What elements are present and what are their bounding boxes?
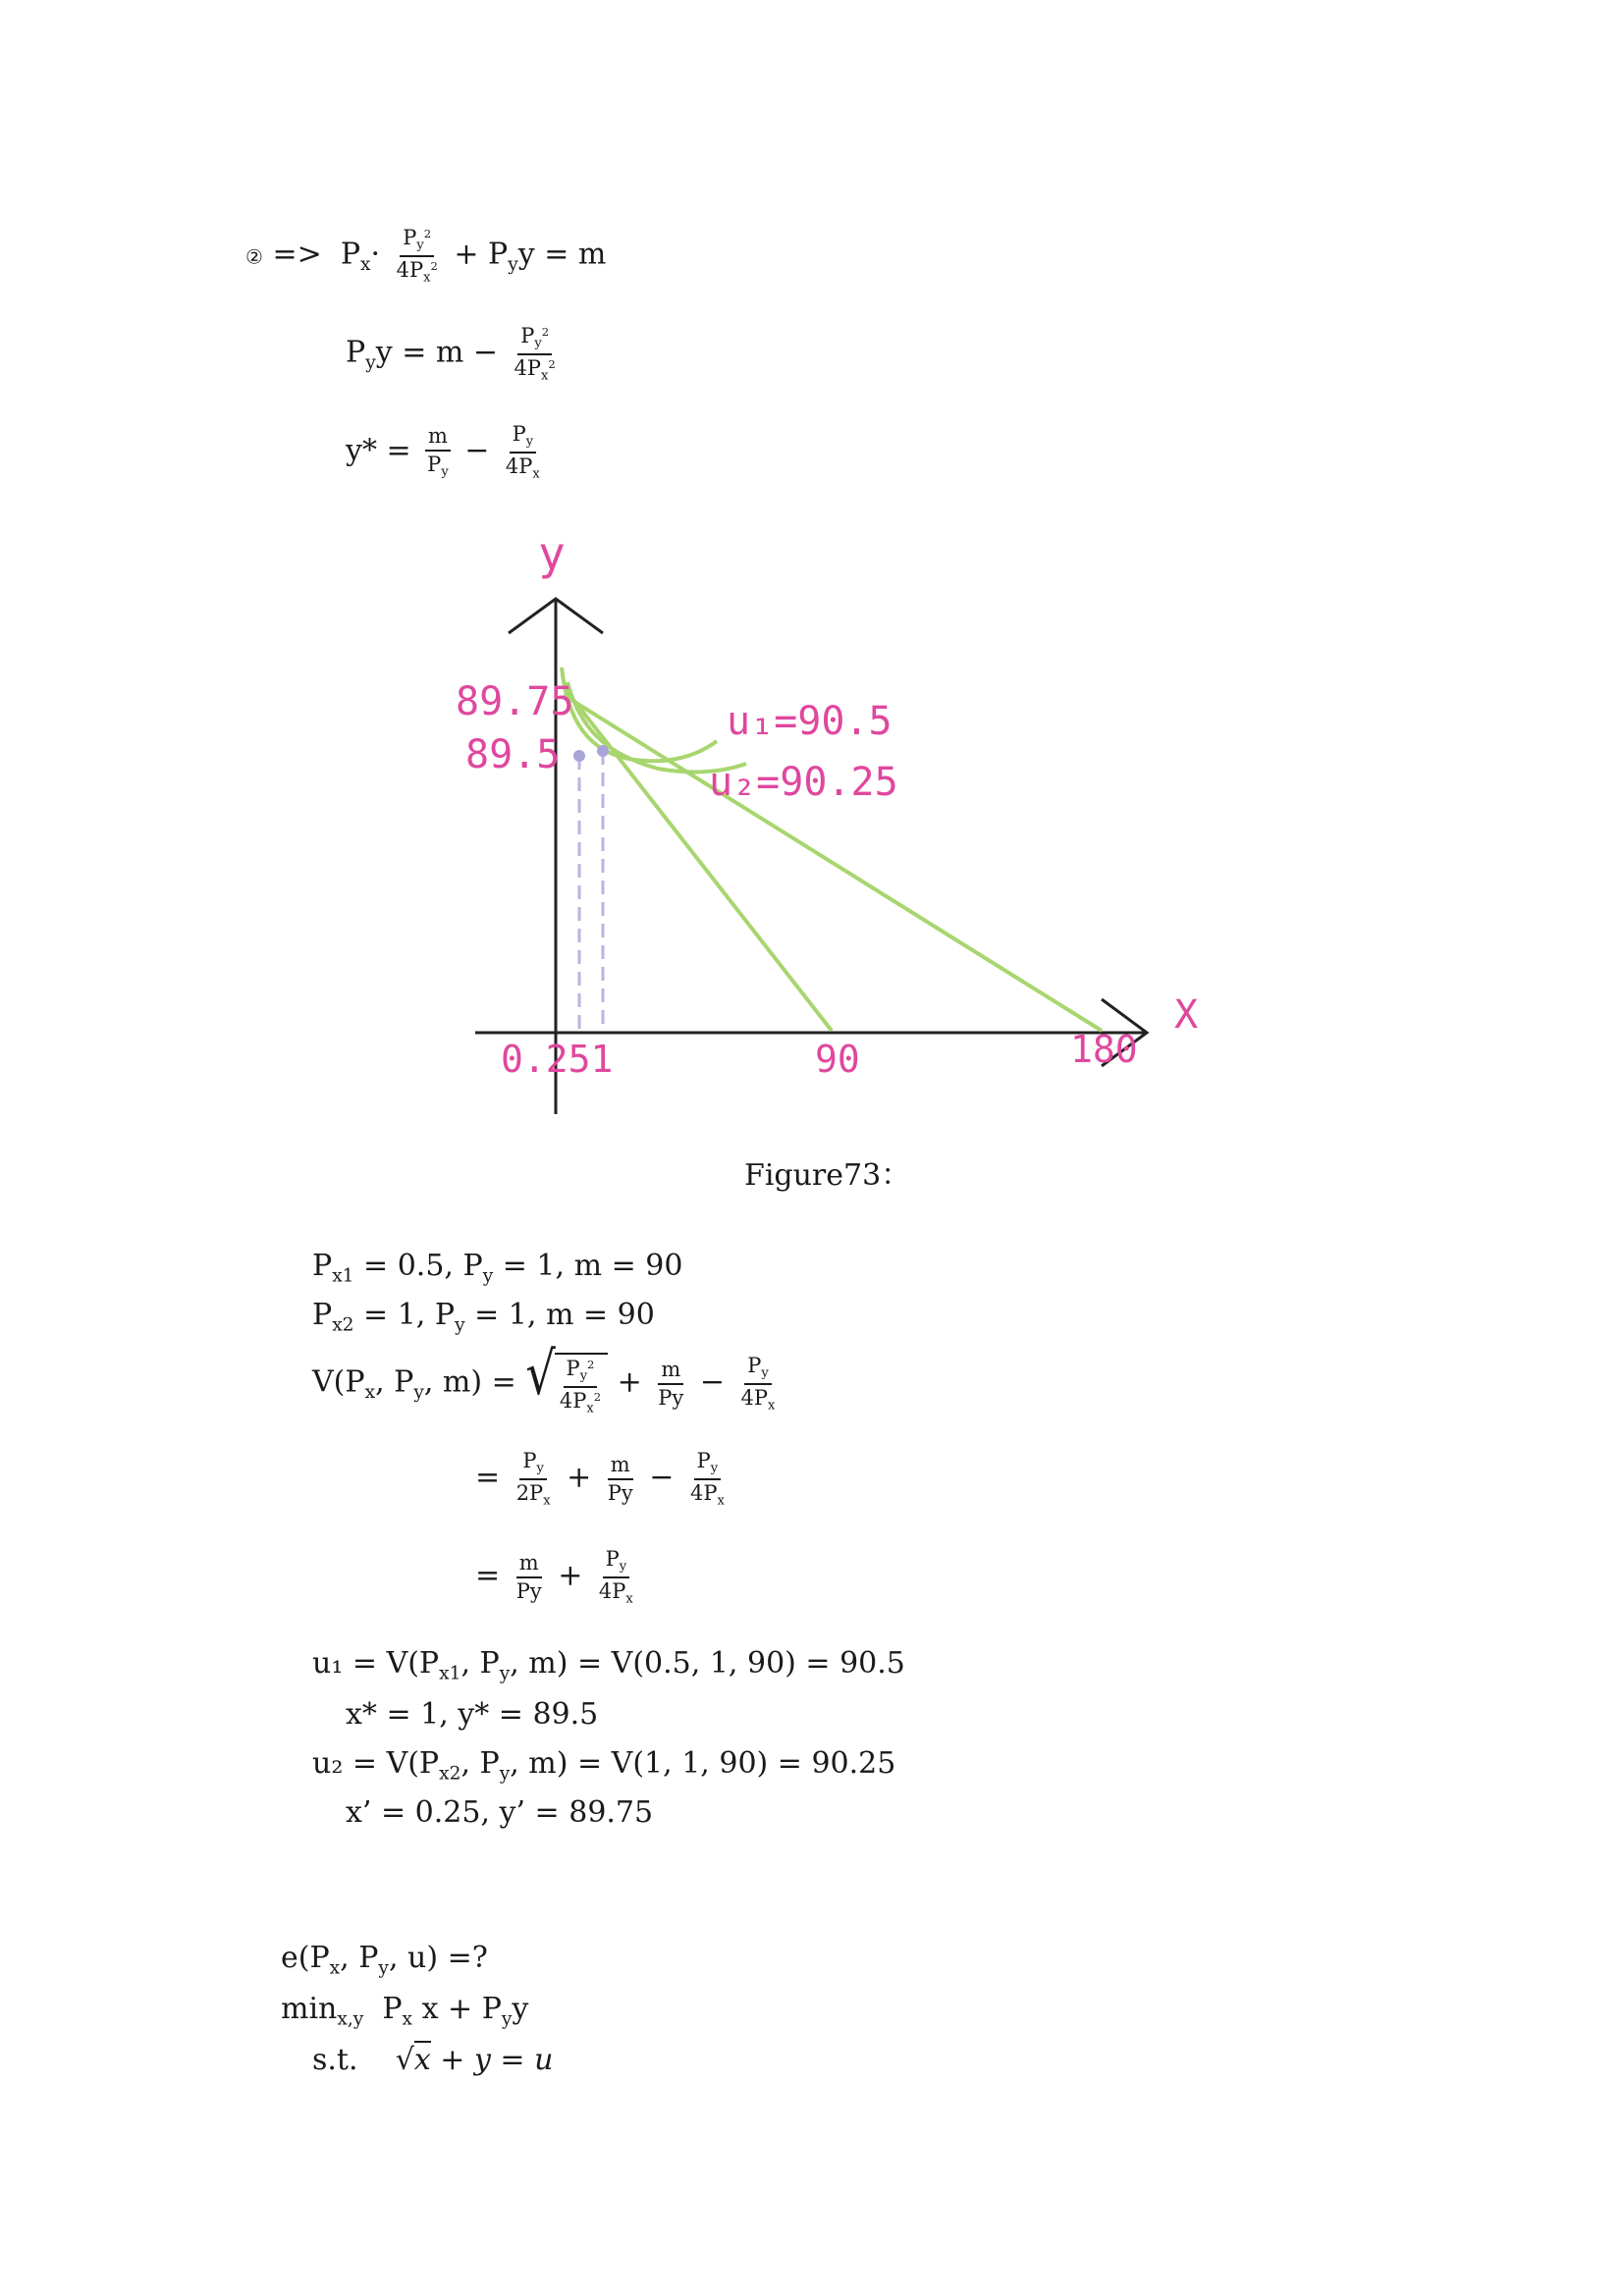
u2-solution: x’ = 0.25, y’ = 89.75 (346, 1795, 654, 1830)
equation-py-y: $P_yy = m$ − $\frac{P_y^2}{4P_x^2}$ (346, 324, 556, 384)
label-u2: u₂=90.25 (709, 760, 898, 805)
sqrt-term: √ $\frac{P_y^2}{4P_x^2}$ (525, 1353, 608, 1415)
u2-evaluation: $u_2 = V(P_{x2}$, $P_y$, m) = V(1, 1, 90) = 90.25 (312, 1746, 896, 1785)
label-y-89-5: 89.5 (465, 732, 561, 777)
equation-y-star: y* = $\frac{m}{P_y}$ − $\frac{P_y}{4P_x}$ (346, 422, 540, 482)
step-marker: ② (245, 244, 263, 269)
minimization-constraint: s.t. √x + y = u (312, 2043, 554, 2077)
label-u1: u₁=90.5 (727, 699, 893, 744)
figure-caption: Figure73： (744, 1158, 911, 1193)
u1-solution: x* = 1, y* = 89.5 (346, 1697, 599, 1732)
params-line-1: $P_{x1} = 0.5$, $P_y = 1$, m = 90 (312, 1249, 683, 1287)
indirect-utility-step-2: = $\frac{P_y}{2P_x}$ + $\frac{m}{Py}$ − $\frac{P_y}{4P_x}$ (475, 1449, 725, 1509)
implies-arrow: => (272, 237, 322, 272)
x-axis-label: X (1174, 992, 1199, 1038)
indirect-utility-step-3: = $\frac{m}{Py}$ + $\frac{P_y}{4P_x}$ (475, 1547, 633, 1607)
budget-line-px2 (564, 695, 1102, 1031)
label-x-90: 90 (815, 1038, 860, 1081)
u1-evaluation: $u_1 = V(P_{x1}$, $P_y$, m) = V(0.5, 1, 90) = 90.5 (312, 1646, 905, 1684)
indirect-utility-definition: $V(P_x$, $P_y$, m) = √ $\frac{P_y^2}{4P_x^2}$ + $\frac{m}{Py}$ − $\frac{P_y}{4P_x}$ (312, 1340, 776, 1416)
y-axis-label: y (538, 530, 566, 580)
figure-indifference-curves (432, 530, 1218, 1139)
tangency-point-2 (597, 745, 609, 757)
tangency-point-1 (573, 750, 585, 762)
params-line-2: $P_{x2} = 1$, $P_y = 1$, m = 90 (312, 1298, 655, 1336)
label-x-0-251: 0.251 (501, 1038, 614, 1081)
label-x-180: 180 (1070, 1028, 1138, 1071)
equation-budget-substitution: ② => $P_x\cdot$ $\frac{P_y^2}{4P_x^2}$ + $P_yy = m$ (245, 226, 607, 286)
minimization-objective: $\min_{x,y} P_x$ $x + P_yy$ (281, 1992, 529, 2030)
label-y-89-75: 89.75 (456, 679, 574, 724)
expenditure-function-question: $e(P_x$, $P_y$, u) =? (281, 1941, 488, 1979)
fraction-py2-over-4px2: $\frac{P_y^2}{4P_x^2}$ (396, 226, 438, 286)
